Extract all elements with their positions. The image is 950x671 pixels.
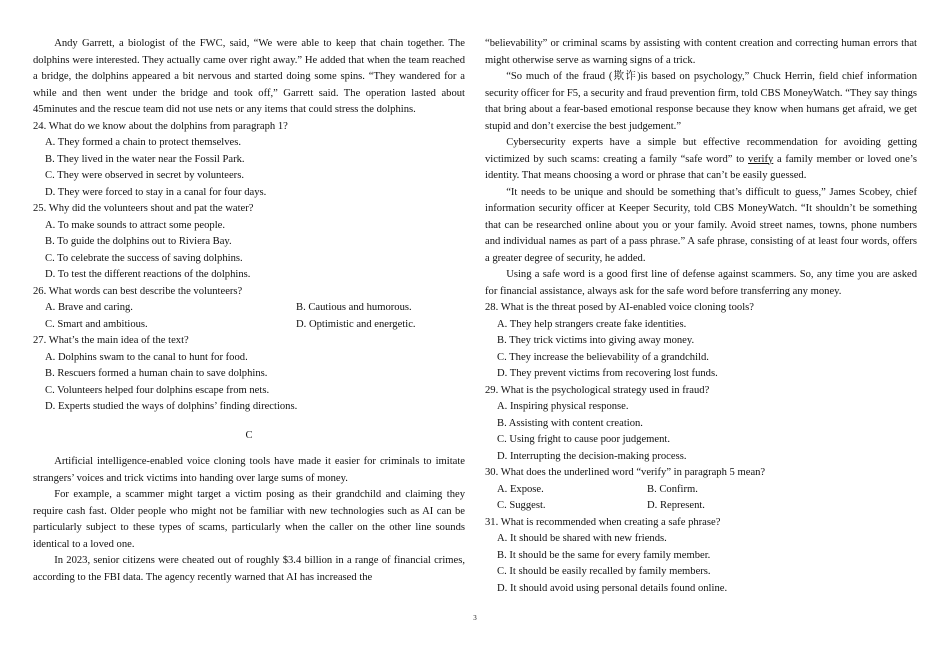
option-a: A. They help strangers create fake identities. <box>497 318 687 330</box>
option-d: D. Experts studied the ways of dolphins’ finding directions. <box>45 401 298 412</box>
passage-c-paragraph-7: Using a safe word is a good first line of defense against scammers. So, any time you are asked for financial assistance, always ask for the safe word before transferring any money. <box>485 269 917 297</box>
question-26 <box>33 284 465 334</box>
question-28 <box>485 300 917 383</box>
option-d: D. They prevent victims from recovering lost funds. <box>497 368 718 379</box>
option-c: C. Suggest. <box>497 500 546 511</box>
page-number: 3 <box>473 614 477 622</box>
question-stem: 24. What do we know about the dolphins from paragraph 1? <box>33 120 288 132</box>
passage-b-paragraph: Andy Garrett, a biologist of the FWC, said, “We were able to keep that chain together. The dolphins were interested. They actually came over right away.” He added that when the team reached a bridge, the dolphins appeared a bit nervous and started doing some spins. “They wandered for a while and then went under the bridge and took off,” Garrett said. The operation lasted about 45minutes and the rescue team did not use nets or any items that could stress the dolphins. <box>33 38 465 115</box>
option-d: D. Optimistic and energetic. <box>296 318 416 330</box>
option-c: C. To celebrate the success of saving dolphins. <box>45 252 243 264</box>
option-b: B. Cautious and humorous. <box>296 302 412 313</box>
option-b: B. Confirm. <box>647 483 698 495</box>
passage-c-paragraph-1: Artificial intelligence-enabled voice cloning tools have made it easier for criminals to imitate strangers’ voices and trick victims into handing over large sums of money. <box>33 456 465 484</box>
option-d: D. It should avoid using personal details found online. <box>497 582 728 594</box>
passage-c-paragraph-2: For example, a scammer might target a victim posing as their grandchild and claiming they require cash fast. Older people who might not be familiar with new technologies such as AI can be particularly subject to these types of scams, particularly when the caller on the other line sounds identical to a loved one. <box>33 489 465 550</box>
option-a: A. Inspiring physical response. <box>497 401 629 412</box>
option-a: A. They formed a chain to protect themselves. <box>45 137 242 148</box>
underlined-word-verify: verify <box>748 153 774 165</box>
option-c: C. They increase the believability of a grandchild. <box>497 351 709 363</box>
option-d: D. To test the different reactions of the dolphins. <box>45 269 251 280</box>
option-a: A. Expose. <box>497 483 544 495</box>
option-c: C. Using fright to cause poor judgement. <box>497 434 671 445</box>
option-b: B. Rescuers formed a human chain to save dolphins. <box>45 368 268 379</box>
question-stem: 29. What is the psychological strategy used in fraud? <box>485 384 710 396</box>
question-stem: 26. What words can best describe the volunteers? <box>33 285 243 297</box>
option-b: B. Assisting with content creation. <box>497 417 643 429</box>
question-stem: 31. What is recommended when creating a safe phrase? <box>485 516 721 528</box>
question-24 <box>33 119 465 202</box>
option-d: D. Represent. <box>647 500 705 511</box>
option-b: B. They lived in the water near the Fossil Park. <box>45 153 245 165</box>
paragraph-text: Cybersecurity experts have a simple but effective recommendation for avoiding getting victimized by such scams: creating a family “safe word” to <box>485 137 917 165</box>
question-stem: 30. What does the underlined word “verify” in paragraph 5 mean? <box>485 467 766 478</box>
question-30 <box>485 465 917 515</box>
option-a: A. Dolphins swam to the canal to hunt for food. <box>45 351 248 363</box>
option-d: D. Interrupting the decision-making process. <box>497 450 687 462</box>
option-b: B. They trick victims into giving away money. <box>497 335 695 346</box>
right-column <box>485 36 917 597</box>
option-a: A. Brave and caring. <box>45 302 133 313</box>
question-27 <box>33 333 465 416</box>
section-heading: C <box>245 429 253 441</box>
question-29 <box>485 383 917 466</box>
passage-c-paragraph-5 <box>485 135 917 185</box>
passage-c-paragraph-4: “So much of the fraud (欺诈)is based on psychology,” Chuck Herrin, field chief information security officer for F5, a security and fraud prevention firm, told CBS MoneyWatch. “They say things that bring about a fear-based emotional response because they know when humans get afraid, we get stupid and don’t exercise the best judgement.” <box>485 71 918 132</box>
question-stem: 28. What is the threat posed by AI-enabled voice cloning tools? <box>485 302 754 313</box>
paragraph-text: a family member or loved one’s identity. That means choosing a word or phrase that can’t be easily guessed. <box>485 153 918 181</box>
option-c: C. They were observed in secret by volunteers. <box>45 170 244 181</box>
passage-c-paragraph-6: “It needs to be unique and should be something that’s difficult to guess,” James Scobey, chief information security officer at Keeper Security, told CBS MoneyWatch. “It shouldn’t be something that can be researched online about you or your family. Avoid street names, towns, phone numbers and individual names as part of a pass phrase.” A safe phrase, consisting of at least four words, offers a greater degree of security, he added. <box>485 186 917 264</box>
option-a: A. It should be shared with new friends. <box>497 533 667 544</box>
option-b: B. It should be the same for every family member. <box>497 549 711 561</box>
option-c: C. Volunteers helped four dolphins escape from nets. <box>45 384 270 396</box>
option-c: C. Smart and ambitious. <box>45 318 148 330</box>
option-b: B. To guide the dolphins out to Riviera Bay. <box>45 236 232 247</box>
passage-c-paragraph-3-continued: “believability” or criminal scams by assisting with content creation and correcting human errors that might otherwise serve as warning signs of a trick. <box>485 38 917 66</box>
option-a: A. To make sounds to attract some people. <box>45 219 226 231</box>
question-stem: 27. What’s the main idea of the text? <box>33 335 189 346</box>
left-column <box>33 36 465 586</box>
passage-c-paragraph-3: In 2023, senior citizens were cheated out of roughly $3.4 billion in a range of financial crimes, according to the FBI data. The agency recently warned that AI has increased the <box>33 555 465 583</box>
question-25 <box>33 201 465 284</box>
question-31 <box>485 515 917 598</box>
option-c: C. It should be easily recalled by family members. <box>497 566 711 577</box>
option-d: D. They were forced to stay in a canal for four days. <box>45 186 267 198</box>
question-stem: 25. Why did the volunteers shout and pat the water? <box>33 203 254 214</box>
